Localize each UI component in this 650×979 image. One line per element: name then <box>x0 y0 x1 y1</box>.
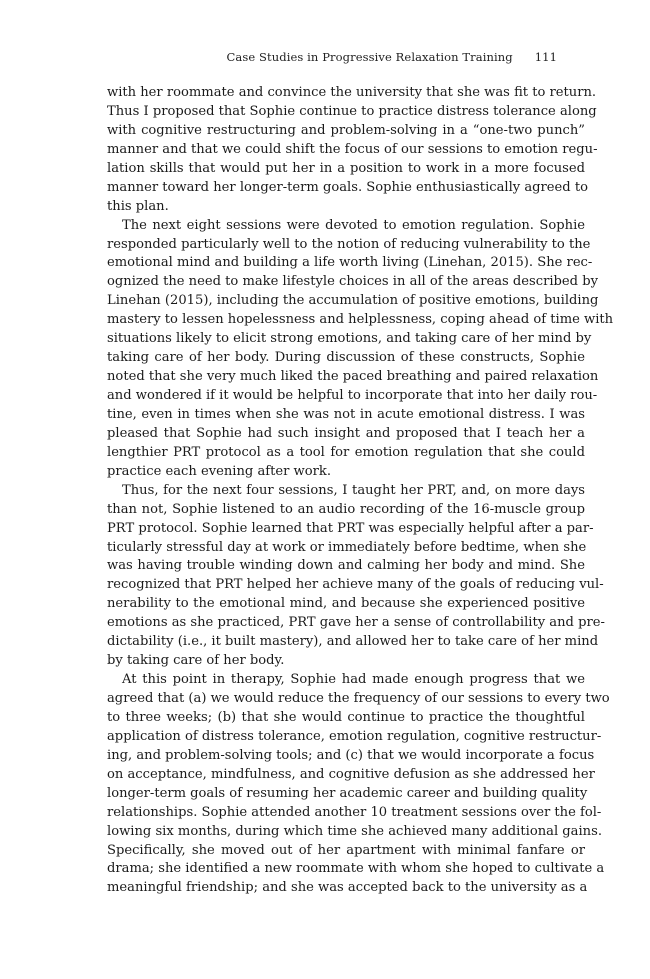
text-line: lengthier PRT protocol as a tool for emotion regulation that she could <box>107 444 585 460</box>
text-line: ticularly stressful day at work or immediately before bedtime, when she <box>107 539 587 555</box>
paragraph <box>107 482 605 671</box>
text-line: ognized the need to make lifestyle choices in all of the areas described by <box>107 274 598 290</box>
text-line: was having trouble winding down and calming her body and mind. She <box>107 558 585 574</box>
text-line: agreed that (a) we would reduce the frequency of our sessions to every two <box>107 691 610 706</box>
text-line: ing, and problem-solving tools; and (c) that we would incorporate a focus <box>107 747 595 763</box>
text-line: to three weeks; (b) that she would continue to practice the thoughtful <box>107 709 585 725</box>
text-line: noted that she very much liked the paced breathing and paired relaxation <box>107 369 599 385</box>
text-line: mastery to lessen hopelessness and helplessness, coping ahead of time with <box>107 312 614 328</box>
text-line: pleased that Sophie had such insight and proposed that I teach her a <box>107 425 585 441</box>
text-line: application of distress tolerance, emotion regulation, cognitive restructur- <box>107 728 602 744</box>
text-line: emotions as she practiced, PRT gave her a sense of controllability and pre- <box>107 615 605 631</box>
text-line: responded particularly well to the notion of reducing vulnerability to the <box>107 236 591 252</box>
text-line: relationships. Sophie attended another 10 treatment sessions over the fol- <box>107 804 602 820</box>
text-line: and wondered if it would be helpful to incorporate that into her daily rou- <box>107 388 598 403</box>
text-line: drama; she identified a new roommate with whom she hoped to cultivate a <box>107 861 605 877</box>
text-line: Thus, for the next four sessions, I taught her PRT, and, on more days <box>122 482 585 498</box>
running-header <box>227 50 557 64</box>
paragraph <box>107 84 598 217</box>
running-header-title: Case Studies in Progressive Relaxation Training <box>226 50 513 64</box>
text-line: The next eight sessions were devoted to emotion regulation. Sophie <box>122 217 585 233</box>
text-line: longer-term goals of resuming her academic career and building quality <box>107 785 588 801</box>
paragraph <box>107 217 614 482</box>
text-line: nerability to the emotional mind, and because she experienced positive <box>107 596 585 612</box>
text-line: manner and that we could shift the focus of our sessions to emotion regu- <box>107 141 598 157</box>
body-text <box>107 84 614 898</box>
text-line: Linehan (2015), including the accumulation of positive emotions, building <box>107 293 599 309</box>
text-line: situations likely to elicit strong emotions, and taking care of her mind by <box>107 331 592 347</box>
text-line: lation skills that would put her in a position to work in a more focused <box>107 160 585 176</box>
text-line: Thus I proposed that Sophie continue to practice distress tolerance along <box>107 103 597 119</box>
text-line: practice each evening after work. <box>107 463 331 479</box>
text-line: by taking care of her body. <box>107 653 285 669</box>
text-line: At this point in therapy, Sophie had made enough progress that we <box>122 672 585 688</box>
text-line: with cognitive restructuring and problem-solving in a “one-two punch” <box>107 122 585 138</box>
text-line: than not, Sophie listened to an audio recording of the 16-muscle group <box>107 501 585 517</box>
text-line: with her roommate and convince the university that she was fit to return. <box>107 85 597 100</box>
text-line: recognized that PRT helped her achieve many of the goals of reducing vul- <box>107 577 604 593</box>
text-line: PRT protocol. Sophie learned that PRT was especially helpful after a par- <box>107 520 594 536</box>
text-line: manner toward her longer-term goals. Sophie enthusiastically agreed to <box>107 179 588 195</box>
paragraph <box>107 671 610 898</box>
text-line: Specifically, she moved out of her apartment with minimal fanfare or <box>107 842 585 858</box>
text-line: dictability (i.e., it built mastery), and allowed her to take care of her mind <box>107 634 599 650</box>
page-number: 111 <box>534 50 557 64</box>
text-line: on acceptance, mindfulness, and cognitive defusion as she addressed her <box>107 766 595 782</box>
text-line: emotional mind and building a life worth living (Linehan, 2015). She rec- <box>107 255 593 271</box>
text-line: lowing six months, during which time she achieved many additional gains. <box>107 823 602 839</box>
text-line: tine, even in times when she was not in acute emotional distress. I was <box>107 406 585 422</box>
text-line: taking care of her body. During discussion of these constructs, Sophie <box>107 350 585 366</box>
text-line: meaningful friendship; and she was accepted back to the university as a <box>107 880 588 896</box>
text-line: this plan. <box>107 198 169 214</box>
